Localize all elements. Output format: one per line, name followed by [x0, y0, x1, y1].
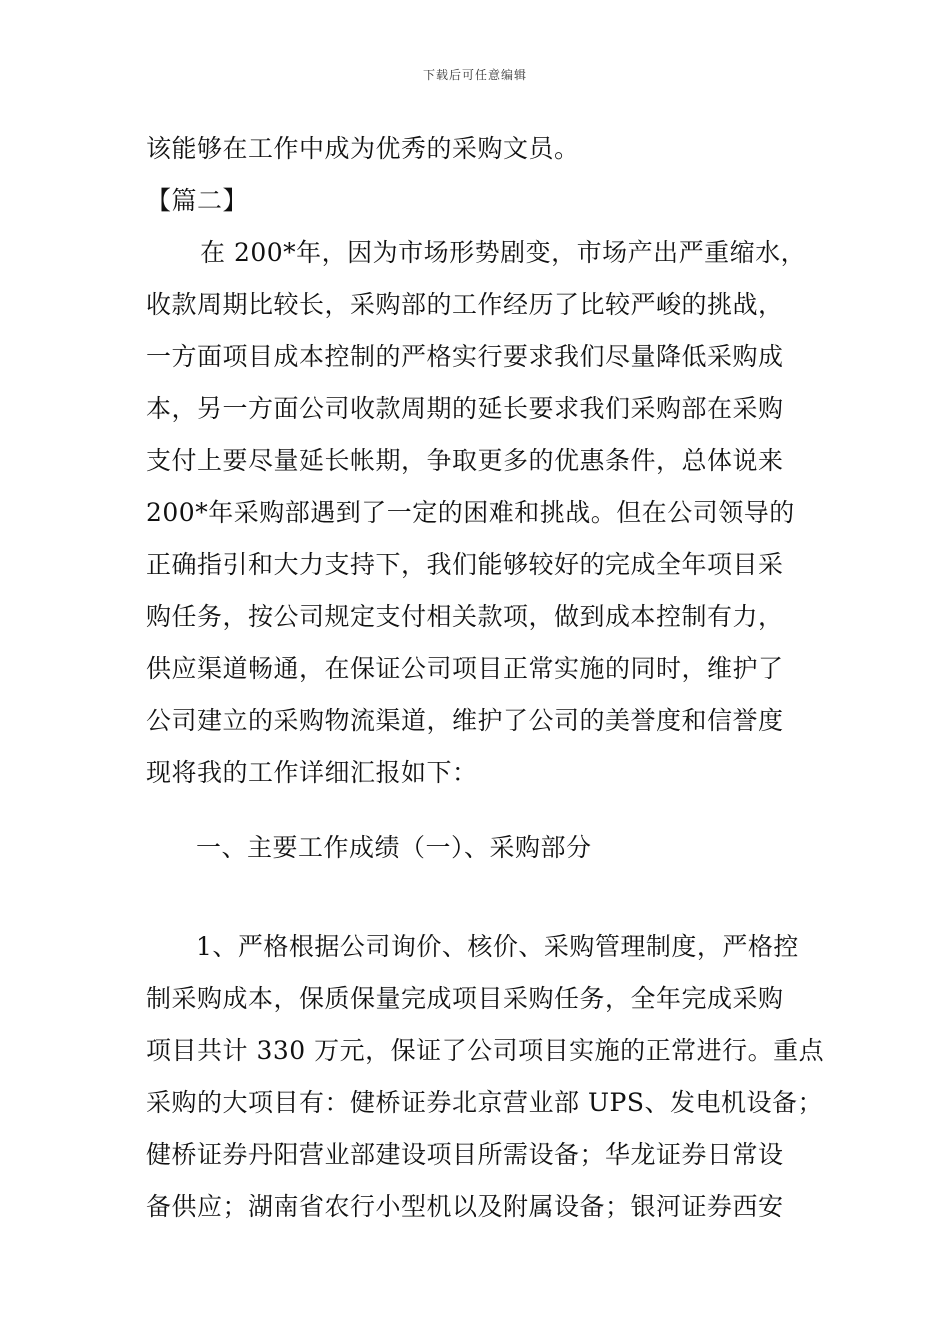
text-line: 1、严格根据公司询价、核价、采购管理制度，严格控 [196, 932, 799, 961]
text-line: 制采购成本，保质保量完成项目采购任务，全年完成采购 [146, 984, 784, 1013]
text-line: 收款周期比较长，采购部的工作经历了比较严峻的挑战， [146, 290, 784, 319]
text-line: 购任务，按公司规定支付相关款项，做到成本控制有力， [146, 602, 784, 631]
text-line: 一方面项目成本控制的严格实行要求我们尽量降低采购成 [146, 342, 784, 371]
text-line: 采购的大项目有：健桥证券北京营业部 UPS、发电机设备； [146, 1088, 823, 1117]
text-line: 该能够在工作中成为优秀的采购文员。 [146, 134, 580, 163]
text-line: 现将我的工作详细汇报如下： [146, 758, 478, 787]
subsection-heading: 一、主要工作成绩（一）、采购部分 [196, 833, 592, 862]
text-line: 在 200*年，因为市场形势剧变，市场产出严重缩水， [200, 238, 807, 267]
text-line: 支付上要尽量延长帐期，争取更多的优惠条件，总体说来 [146, 446, 784, 475]
page-header-note: 下载后可任意编辑 [422, 68, 527, 82]
text-line: 供应渠道畅通，在保证公司项目正常实施的同时，维护了 [146, 654, 784, 683]
section-heading: 【篇二】 [146, 186, 249, 215]
text-line: 本，另一方面公司收款周期的延长要求我们采购部在采购 [146, 394, 784, 423]
text-line: 备供应；湖南省农行小型机以及附属设备；银河证券西安 [146, 1192, 784, 1221]
text-line: 项目共计 330 万元，保证了公司项目实施的正常进行。重点 [146, 1036, 825, 1065]
text-line: 健桥证券丹阳营业部建设项目所需设备；华龙证券日常设 [146, 1140, 784, 1169]
text-line: 200*年采购部遇到了一定的困难和挑战。但在公司领导的 [146, 498, 795, 527]
text-line: 公司建立的采购物流渠道，维护了公司的美誉度和信誉度 [146, 706, 784, 735]
text-line: 正确指引和大力支持下，我们能够较好的完成全年项目采 [146, 550, 784, 579]
